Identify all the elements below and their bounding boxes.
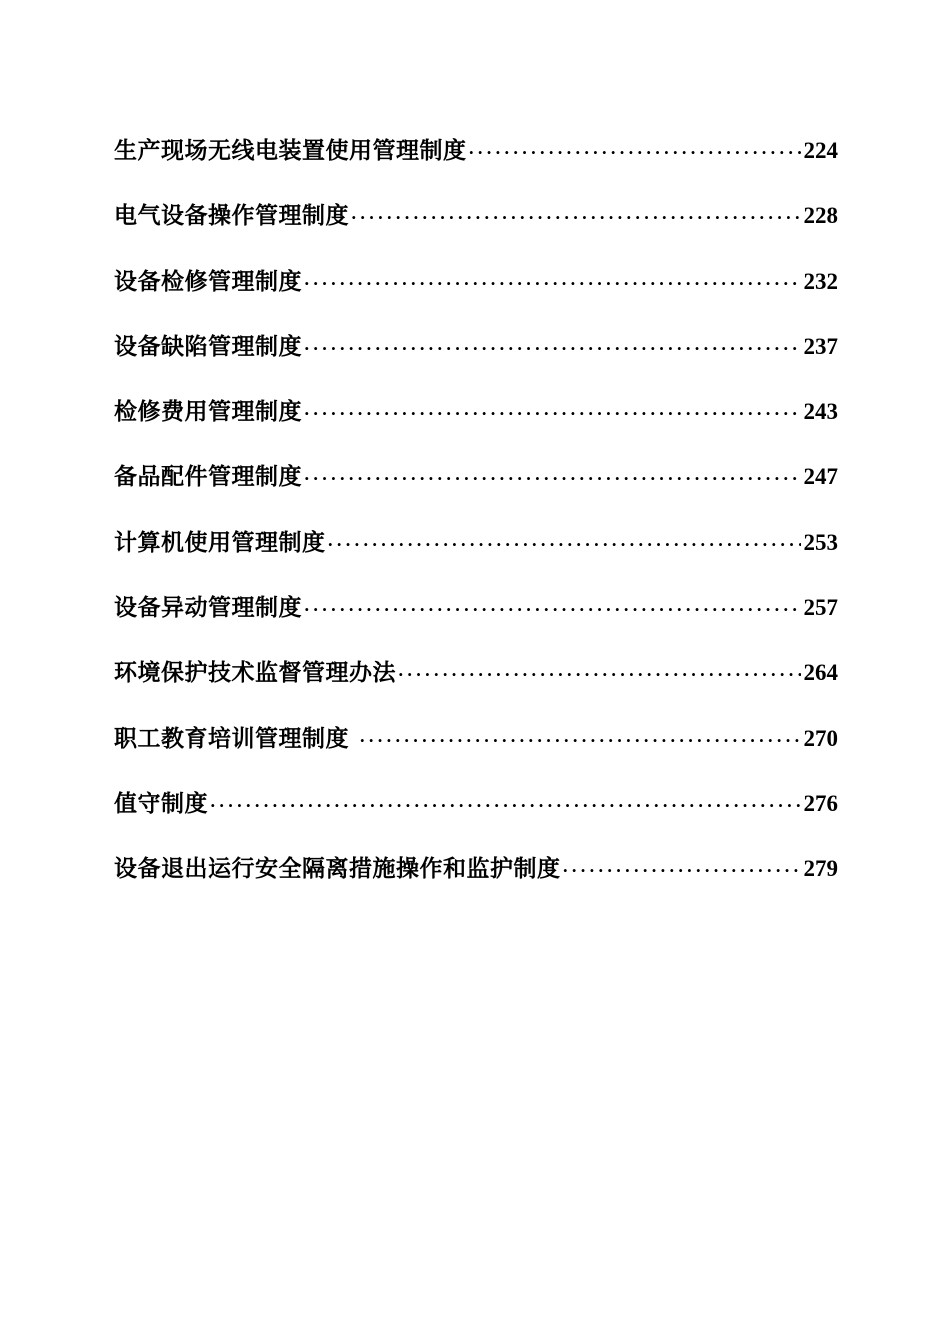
table-of-contents	[114, 132, 838, 916]
toc-entry[interactable]	[114, 328, 838, 393]
toc-entry-page-number: 243	[803, 399, 838, 425]
toc-entry-title: 检修费用管理制度	[114, 399, 302, 426]
toc-entry[interactable]	[114, 850, 838, 915]
toc-entry-title: 职工教育培训管理制度	[114, 725, 358, 752]
toc-entry-title: 设备异动管理制度	[114, 595, 302, 622]
toc-dot-leader	[304, 395, 801, 433]
toc-entry-page-number: 270	[803, 725, 838, 751]
toc-entry-page-number: 232	[803, 268, 838, 294]
toc-entry[interactable]	[114, 263, 838, 328]
toc-entry-title: 设备检修管理制度	[114, 268, 302, 295]
toc-entry[interactable]	[114, 589, 838, 654]
toc-entry-title: 值守制度	[114, 790, 208, 817]
toc-dot-leader	[351, 199, 801, 237]
toc-entry[interactable]	[114, 197, 838, 262]
toc-entry[interactable]	[114, 524, 838, 589]
toc-entry-title: 设备退出运行安全隔离措施操作和监护制度	[114, 856, 561, 883]
toc-dot-leader	[304, 460, 801, 498]
toc-dot-leader	[210, 787, 801, 825]
toc-dot-leader	[304, 591, 801, 629]
toc-entry-title: 生产现场无线电装置使用管理制度	[114, 138, 467, 164]
toc-dot-leader	[328, 526, 801, 564]
toc-entry-page-number: 253	[803, 529, 838, 555]
toc-entry-page-number: 279	[803, 856, 838, 882]
toc-entry-title: 设备缺陷管理制度	[114, 333, 302, 360]
toc-entry[interactable]	[114, 654, 838, 719]
toc-dot-leader	[304, 330, 801, 368]
toc-dot-leader	[304, 265, 801, 303]
toc-entry-title: 环境保护技术监督管理办法	[114, 660, 396, 687]
toc-entry-page-number: 247	[803, 464, 838, 490]
toc-dot-leader	[360, 722, 801, 760]
toc-dot-leader	[469, 134, 801, 172]
toc-entry[interactable]	[114, 720, 838, 785]
toc-entry[interactable]	[114, 785, 838, 850]
toc-entry-page-number: 224	[803, 138, 838, 163]
toc-entry[interactable]	[114, 393, 838, 458]
toc-entry-page-number: 264	[803, 660, 838, 686]
toc-entry-page-number: 257	[803, 595, 838, 621]
toc-dot-leader	[398, 656, 801, 694]
toc-entry-page-number: 276	[803, 790, 838, 816]
toc-dot-leader	[563, 852, 801, 890]
toc-entry-title: 计算机使用管理制度	[114, 529, 326, 556]
toc-entry[interactable]	[114, 132, 838, 197]
toc-entry-title: 电气设备操作管理制度	[114, 203, 349, 230]
toc-entry-title: 备品配件管理制度	[114, 464, 302, 491]
toc-entry-page-number: 228	[803, 203, 838, 229]
toc-entry-page-number: 237	[803, 333, 838, 359]
toc-entry[interactable]	[114, 458, 838, 523]
